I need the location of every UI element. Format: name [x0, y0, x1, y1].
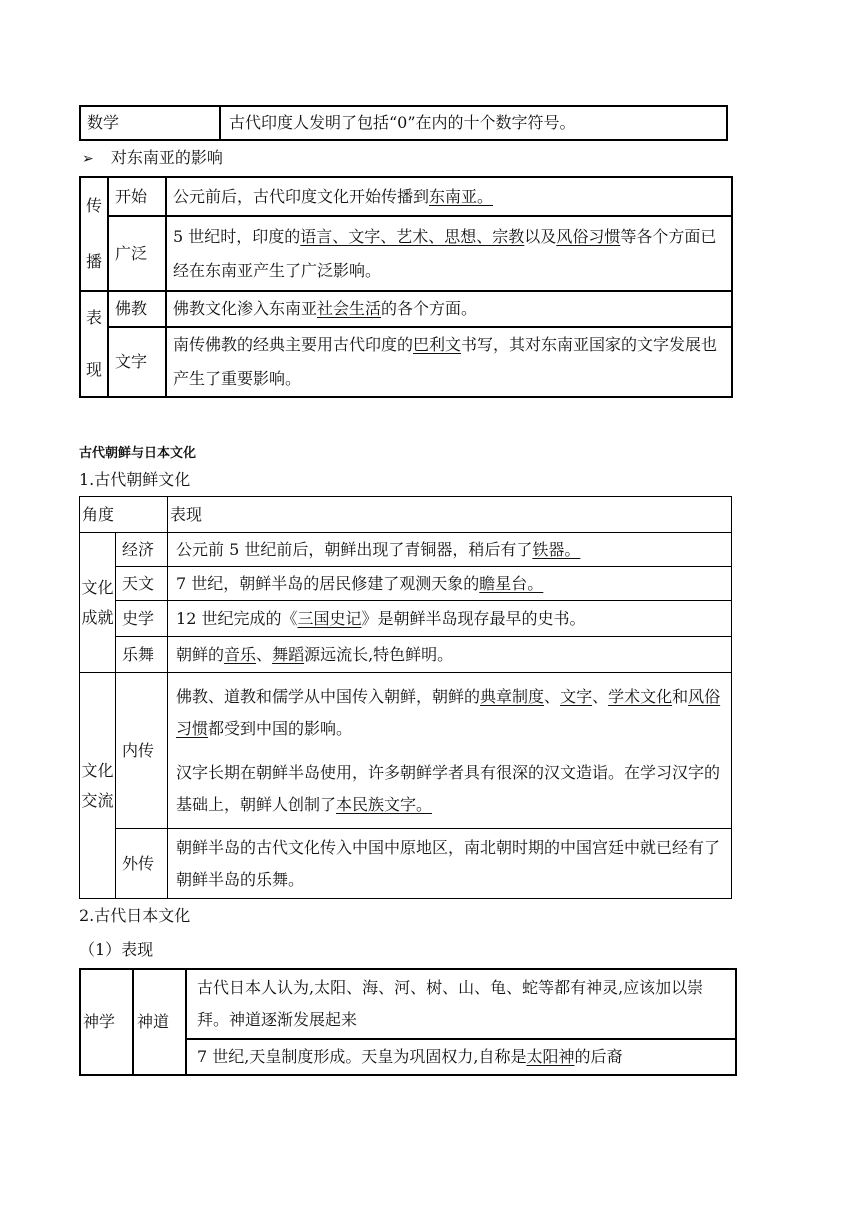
text-segment: 、 [544, 686, 561, 706]
japan-row-1: 古代日本人认为,太阳、海、河、树、山、龟、蛇等都有神灵,应该加以崇拜。神道逐渐发展起来 [186, 969, 736, 1039]
row-label-outward: 外传 [116, 829, 168, 899]
arrow-bullet-icon: ➢ [82, 151, 94, 167]
sea-heading [82, 146, 223, 171]
underlined-term: 音乐 [224, 644, 257, 664]
text-segment: 朝鲜的 [176, 644, 225, 664]
spread-char-1: 传 [85, 196, 102, 215]
row-label-history: 史学 [116, 601, 168, 637]
math-table [79, 105, 728, 141]
header-angle: 角度 [80, 497, 168, 533]
row-text-music [168, 637, 732, 673]
underlined-term: 风俗习惯 [176, 686, 721, 738]
japan-subheading-performance: （1）表现 [79, 940, 154, 959]
exchange-line-1: 文化 [81, 760, 114, 780]
text-segment: 以及 [524, 226, 557, 246]
text-segment: 公元前 5 世纪前后，朝鲜出现了青铜器，稍后有了 [176, 539, 533, 559]
korea-subheading: 1.古代朝鲜文化 [79, 470, 191, 489]
math-label: 数学 [80, 106, 220, 140]
row-label-script: 文字 [108, 327, 166, 397]
row-label-start: 开始 [108, 177, 166, 216]
achievement-line-2: 成就 [81, 607, 114, 627]
achievement-label [80, 533, 116, 673]
row-label-astronomy: 天文 [116, 567, 168, 601]
text-segment: 12 世纪完成的《 [176, 608, 298, 628]
japan-row-2 [186, 1039, 736, 1075]
row-label-inward: 内传 [116, 673, 168, 829]
row-label-buddhism: 佛教 [108, 291, 166, 327]
row-text-astronomy [168, 567, 732, 601]
math-text: 古代印度人发明了包括“0”在内的十个数字符号。 [220, 106, 727, 140]
underlined-term: 典章制度 [480, 686, 545, 706]
exchange-label [80, 673, 116, 899]
row-label-broad: 广泛 [108, 216, 166, 291]
row-text-history [168, 601, 732, 637]
japan-label-theology: 神学 [80, 969, 133, 1075]
section-heading: 古代朝鲜与日本文化 [79, 446, 197, 461]
manifest-char-2: 现 [85, 360, 102, 379]
spread-char-2: 播 [85, 252, 102, 271]
sea-table [79, 176, 733, 398]
text-segment: 都受到中国的影响。 [208, 718, 353, 738]
text-segment: 书写，其对东南亚国家的文字发展也产生了重要影响。 [173, 335, 718, 388]
row-text-outward: 朝鲜半岛的古代文化传入中国中原地区，南北朝时期的中国宫廷中就已经有了朝鲜半岛的乐舞。 [168, 829, 732, 899]
underlined-term: 东南亚。 [429, 186, 494, 206]
inward-paragraph-1 [176, 681, 725, 745]
text-segment: 南传佛教的经典主要用古代印度的 [173, 335, 414, 354]
row-text-buddhism [166, 291, 732, 327]
row-text-script [166, 327, 732, 397]
text-segment: 等各个方面已经在东南亚产生了广泛影响。 [173, 226, 717, 280]
text-segment: 》是朝鲜半岛现存最早的史书。 [361, 608, 586, 628]
underlined-term: 学术文化 [608, 686, 673, 706]
underlined-term: 社会生活 [317, 299, 382, 318]
text-segment: 、 [256, 644, 273, 664]
header-performance: 表现 [168, 497, 732, 533]
underlined-term: 舞蹈 [272, 644, 305, 664]
manifest-char-1: 表 [85, 308, 102, 327]
underlined-term: 铁器。 [532, 539, 581, 559]
text-segment: 、 [592, 686, 609, 706]
underlined-term: 瞻星台。 [479, 573, 544, 593]
underlined-term: 三国史记 [297, 608, 362, 628]
row-label-economy: 经济 [116, 533, 168, 567]
row-label-music: 乐舞 [116, 637, 168, 673]
underlined-term: 语言、文字、艺术、思想、宗教 [300, 226, 525, 246]
exchange-line-2: 交流 [81, 790, 114, 810]
achievement-line-1: 文化 [81, 577, 114, 597]
text-segment: 5 世纪时，印度的 [173, 226, 301, 246]
row-text-economy [168, 533, 732, 567]
group-label-spread [80, 177, 108, 291]
inward-paragraph-2 [176, 757, 725, 821]
underlined-term: 文字 [560, 686, 593, 706]
korea-table [79, 496, 732, 899]
underlined-term: 太阳神 [526, 1047, 575, 1066]
text-segment: 7 世纪，朝鲜半岛的居民修建了观测天象的 [176, 573, 480, 593]
text-segment: 和 [672, 686, 689, 706]
group-label-manifest [80, 291, 108, 397]
underlined-term: 本民族文字。 [336, 794, 433, 814]
text-segment: 的各个方面。 [381, 299, 478, 318]
underlined-term: 风俗习惯 [556, 226, 621, 246]
text-segment: 汉字长期在朝鲜半岛使用，许多朝鲜学者具有很深的汉文造诣。在学习汉字的基础上，朝鲜人创制了 [176, 762, 721, 814]
text-segment: 公元前后，古代印度文化开始传播到 [173, 186, 430, 206]
row-text-broad [166, 216, 732, 291]
text-segment: 佛教、道教和儒学从中国传入朝鲜，朝鲜的 [176, 686, 481, 706]
text-segment: 源远流长,特色鲜明。 [304, 644, 454, 664]
japan-subheading: 2.古代日本文化 [79, 906, 191, 925]
text-segment: 的后裔 [574, 1047, 623, 1066]
text-segment: 7 世纪,天皇制度形成。天皇为巩固权力,自称是 [197, 1047, 527, 1066]
japan-label-shinto: 神道 [133, 969, 186, 1075]
sea-title: 对东南亚的影响 [110, 148, 223, 167]
row-text-start [166, 177, 732, 216]
underlined-term: 巴利文 [413, 335, 462, 354]
row-text-inward [168, 673, 732, 829]
text-segment: 佛教文化渗入东南亚 [173, 299, 318, 318]
japan-table [79, 968, 737, 1076]
